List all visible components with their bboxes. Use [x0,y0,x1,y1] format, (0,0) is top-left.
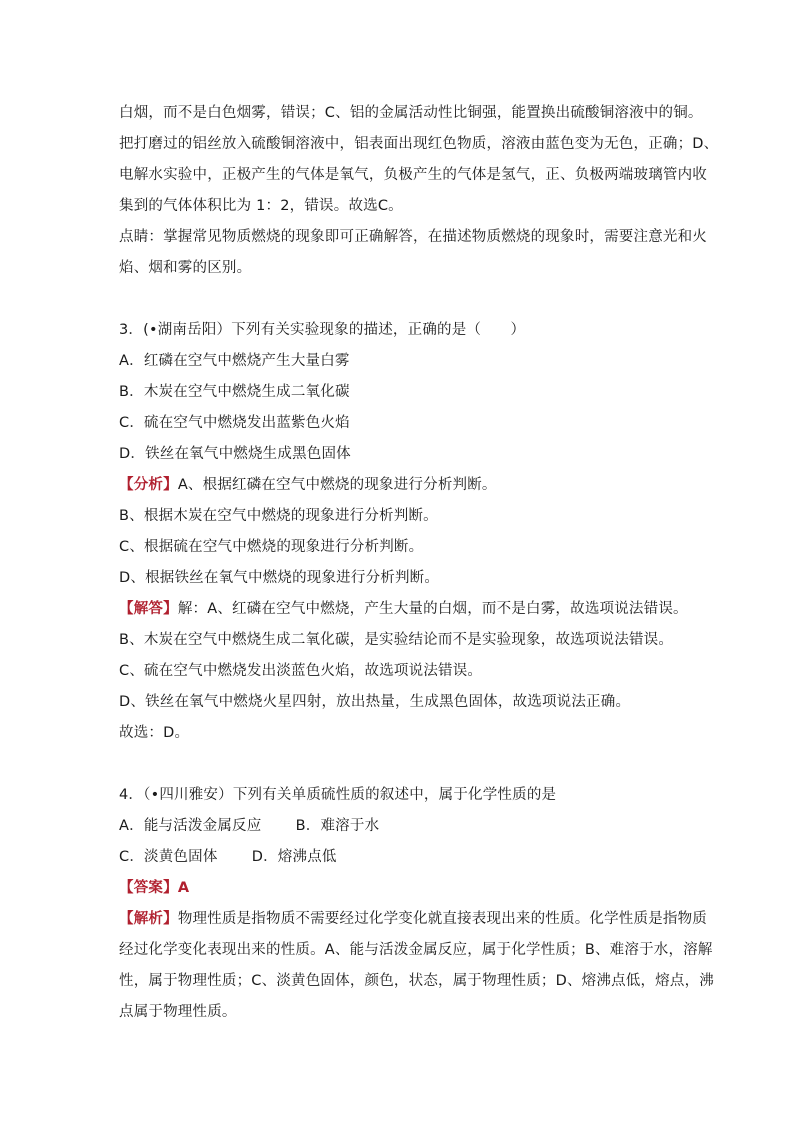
question-3-analysis [119,470,679,501]
question-3-option-b: B．木炭在空气中燃烧生成二氧化碳 [119,384,350,400]
question-4-explanation [119,904,708,935]
question-3-option-c: C．硫在空气中燃烧发出蓝紫色火焰 [119,415,350,431]
analysis-tag: 【分析】 [119,477,178,493]
question-4-options-cd: C．淡黄色固体 D．熔沸点低 [119,849,337,865]
text-line: 经过化学变化表现出来的性质。A、能与活泼金属反应，属于化学性质；B、难溶于水，溶解 [119,942,713,958]
text-line: 白烟，而不是白色烟雾，错误；C、铝的金属活动性比铜强，能置换出硫酸铜溶液中的铜。 [119,105,703,121]
text-line: C、根据硫在空气中燃烧的现象进行分析判断。 [119,539,424,555]
question-4-title: 4．（•四川雅安）下列有关单质硫性质的叙述中，属于化学性质的是 [119,787,557,803]
text-line: 故选：D。 [119,725,190,741]
spacer [119,749,679,780]
text-line: 把打磨过的铝丝放入硫酸铜溶液中，铝表面出现红色物质，溶液由蓝色变为无色，正确；D、 [119,136,719,152]
explanation-tag: 【解析】 [119,911,178,927]
question-3-option-a: A．红磷在空气中燃烧产生大量白雾 [119,353,350,369]
solution-text: 解：A、红磷在空气中燃烧，产生大量的白烟，而不是白雾，故选项说法错误。 [177,601,688,617]
text-line: 点属于物理性质。 [119,1004,237,1020]
text-line: D、铁丝在氧气中燃烧火星四射，放出热量，生成黑色固体，故选项说法正确。 [119,694,631,710]
spacer [119,284,679,315]
text-line: B、木炭在空气中燃烧生成二氧化碳，是实验结论而不是实验现象，故选项说法错误。 [119,632,674,648]
solution-tag: 【解答】 [119,601,178,617]
text-line: B、根据木炭在空气中燃烧的现象进行分析判断。 [119,508,438,524]
analysis-text: A、根据红磷在空气中燃烧的现象进行分析判断。 [177,477,497,493]
document-page [119,98,719,1028]
question-4-answer [119,873,679,904]
text-line: 性，属于物理性质；C、淡黄色固体，颜色，状态，属于物理性质；D、熔沸点低，熔点，沸 [119,973,714,989]
text-line: C、硫在空气中燃烧发出淡蓝色火焰，故选项说法错误。 [119,663,483,679]
text-line: 点睛：掌握常见物质燃烧的现象即可正确解答，在描述物质燃烧的现象时，需要注意光和火 [119,229,707,245]
question-4-options-ab: A．能与活泼金属反应 B．难溶于水 [119,818,380,834]
answer-value: A [177,880,190,896]
text-line: D、根据铁丝在氧气中燃烧的现象进行分析判断。 [119,570,440,586]
explanation-text: 物理性质是指物质不需要经过化学变化就直接表现出来的性质。化学性质是指物质 [177,911,708,927]
text-line: 焰、烟和雾的区别。 [119,260,252,276]
answer-tag: 【答案】 [119,880,178,896]
text-line: 集到的气体体积比为 1：2，错误。故选C。 [119,198,403,214]
question-3-solution [119,594,688,625]
question-3-option-d: D．铁丝在氧气中燃烧生成黑色固体 [119,446,351,462]
text-line: 电解水实验中，正极产生的气体是氧气，负极产生的气体是氢气，正、负极两端玻璃管内收 [119,167,707,183]
question-3-title: 3．(•湖南岳阳）下列有关实验现象的描述，正确的是（ ） [119,322,526,338]
